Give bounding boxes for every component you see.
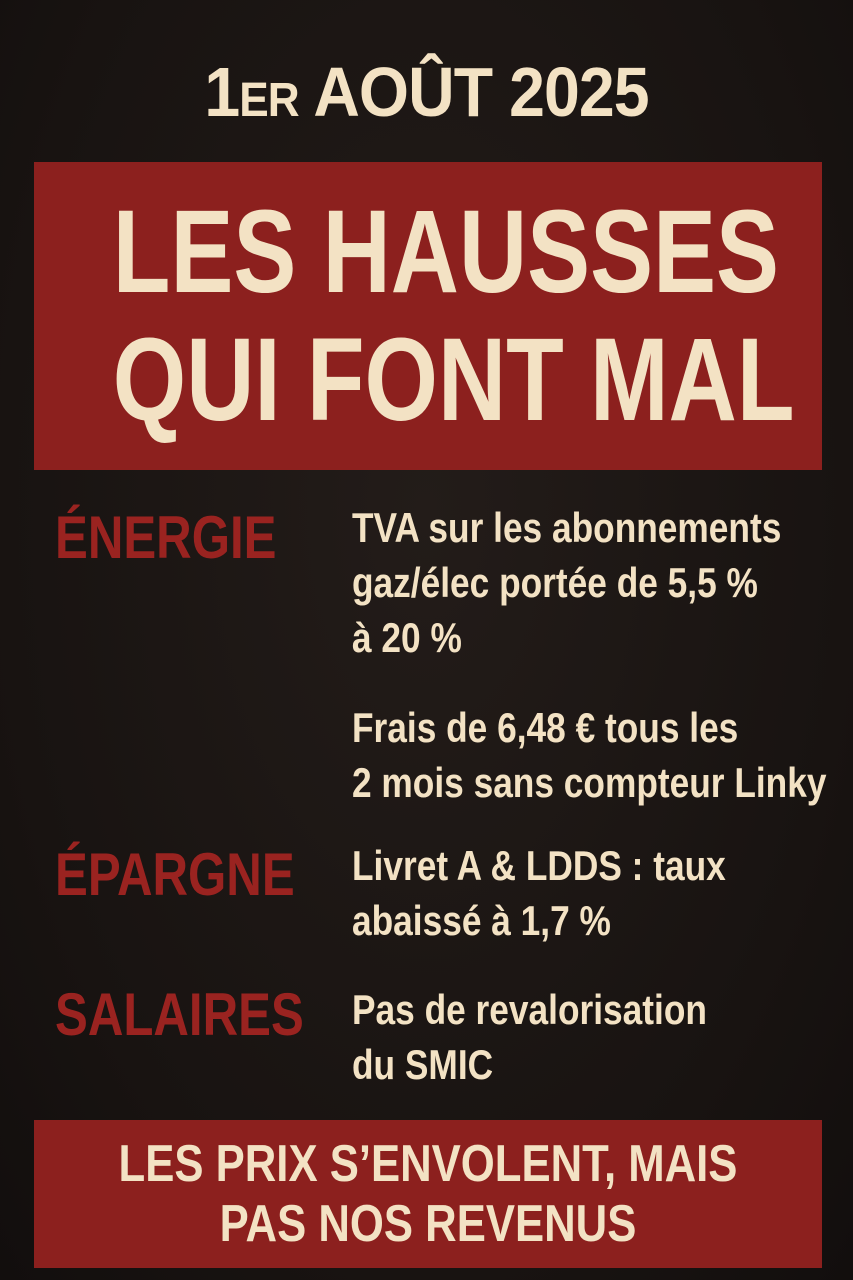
salaires-item-smic: Pas de revalorisation du SMIC xyxy=(352,986,707,1088)
date-suffix: ER xyxy=(239,74,299,127)
headline xyxy=(112,186,795,446)
date-heading xyxy=(34,52,819,141)
date-month-year: AOÛT 2025 xyxy=(313,53,649,131)
headline-line-2: QUI FONT MAL xyxy=(112,314,795,446)
footer-banner xyxy=(34,1120,822,1268)
footer-slogan: LES PRIX S’ENVOLENT, MAIS PAS NOS REVENUS xyxy=(118,1135,738,1253)
epargne-item-livret: Livret A & LDDS : taux abaissé à 1,7 % xyxy=(352,842,726,944)
date-day: 1 xyxy=(204,53,240,131)
headline-banner xyxy=(34,162,822,470)
section-label-salaires: SALAIRES xyxy=(55,981,304,1048)
section-label-energie: ÉNERGIE xyxy=(55,504,277,571)
energie-item-tva: TVA sur les abonnements gaz/élec portée de 5,5 % à 20 % xyxy=(352,504,782,661)
energie-item-linky: Frais de 6,48 € tous les 2 mois sans compteur Linky xyxy=(352,704,827,806)
headline-line-1: LES HAUSSES xyxy=(112,186,779,318)
section-label-epargne: ÉPARGNE xyxy=(55,841,295,908)
